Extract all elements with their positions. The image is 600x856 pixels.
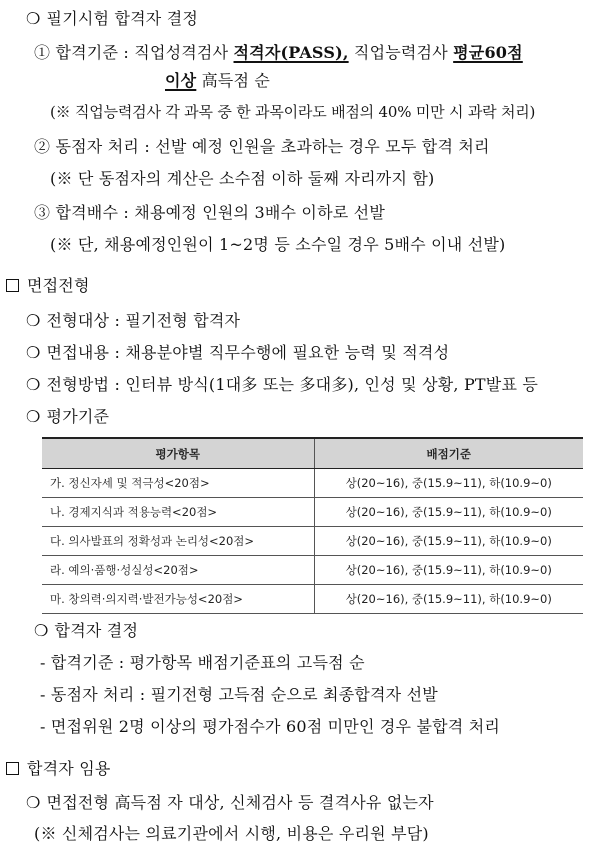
- interview-bullet: ❍ 면접내용 : 채용분야별 직무수행에 필요한 능력 및 적격성: [26, 343, 450, 362]
- circle-bullet-icon: ❍: [26, 793, 41, 812]
- written-tie-rule: ② 동점자 처리 : 선발 예정 인원을 초과하는 경우 모두 합격 처리: [34, 137, 490, 156]
- table-header-row: [42, 438, 583, 469]
- interview-decision-heading: ❍ 합격자 결정: [34, 621, 139, 640]
- table-cell-item: 다. 의사발표의 정확성과 논리성<20점>: [42, 527, 314, 556]
- table-cell-score: 상(20~16), 중(15.9~11), 하(10.9~0): [314, 469, 583, 498]
- table-cell-score: 상(20~16), 중(15.9~11), 하(10.9~0): [314, 527, 583, 556]
- table-cell-item: 가. 정신자세 및 적극성<20점>: [42, 469, 314, 498]
- interview-bullet: ❍ 평가기준: [26, 407, 110, 426]
- square-bullet-icon: [6, 279, 19, 292]
- table-cell-item: 라. 예의·품행·성실성<20점>: [42, 556, 314, 585]
- written-criteria-cont: 이상 高득점 순: [165, 71, 271, 90]
- table-header-cell: 평가항목: [42, 438, 314, 469]
- table-row: [42, 556, 583, 585]
- written-heading: ❍ 필기시험 합격자 결정: [26, 9, 199, 28]
- table-row: [42, 498, 583, 527]
- decision-item: - 합격기준 : 평가항목 배점기준표의 고득점 순: [40, 653, 365, 672]
- written-note-1: (※ 직업능력검사 각 과목 중 한 과목이라도 배점의 40% 미만 시 과락 처리): [50, 103, 536, 121]
- table-cell-item: 마. 창의력·의지력·발전가능성<20점>: [42, 585, 314, 614]
- circle-bullet-icon: ❍: [34, 621, 49, 640]
- table-cell-item: 나. 경제지식과 적용능력<20점>: [42, 498, 314, 527]
- average-emphasis: 평균60점: [453, 43, 523, 62]
- table-row: [42, 469, 583, 498]
- decision-item: - 동점자 처리 : 필기전형 고득점 순으로 최종합격자 선발: [40, 685, 438, 704]
- circle-bullet-icon: ❍: [26, 343, 41, 362]
- pass-emphasis: 적격자(PASS),: [233, 43, 349, 62]
- written-multiple: ③ 합격배수 : 채용예정 인원의 3배수 이하로 선발: [34, 203, 385, 222]
- written-note-3: (※ 단, 채용예정인원이 1~2명 등 소수일 경우 5배수 이내 선발): [50, 235, 506, 254]
- circle-bullet-icon: ❍: [26, 9, 41, 28]
- written-criteria: ① 합격기준 : 직업성격검사 적격자(PASS), 직업능력검사 평균60점: [34, 43, 523, 62]
- square-bullet-icon: [6, 762, 19, 775]
- appointment-bullet: ❍ 면접전형 高득점 자 대상, 신체검사 등 결격사유 없는자: [26, 793, 434, 812]
- appointment-section-title: 합격자 임용: [6, 758, 111, 780]
- table-row: [42, 585, 583, 614]
- circle-bullet-icon: ❍: [26, 407, 41, 426]
- appointment-note: (※ 신체검사는 의료기관에서 시행, 비용은 우리원 부담): [34, 824, 429, 843]
- table-header-cell: 배점기준: [314, 438, 583, 469]
- table-row: [42, 527, 583, 556]
- table-cell-score: 상(20~16), 중(15.9~11), 하(10.9~0): [314, 556, 583, 585]
- interview-bullet: ❍ 전형대상 : 필기전형 합격자: [26, 311, 241, 330]
- table-cell-score: 상(20~16), 중(15.9~11), 하(10.9~0): [314, 585, 583, 614]
- evaluation-table: [42, 437, 583, 614]
- circle-bullet-icon: ❍: [26, 311, 41, 330]
- circle-bullet-icon: ❍: [26, 375, 41, 394]
- interview-bullet: ❍ 전형방법 : 인터뷰 방식(1대多 또는 多대多), 인성 및 상황, PT발표 등: [26, 375, 539, 394]
- interview-section-title: 면접전형: [6, 275, 90, 297]
- table-cell-score: 상(20~16), 중(15.9~11), 하(10.9~0): [314, 498, 583, 527]
- written-note-2: (※ 단 동점자의 계산은 소수점 이하 둘째 자리까지 함): [50, 169, 435, 188]
- decision-item: - 면접위원 2명 이상의 평가점수가 60점 미만인 경우 불합격 처리: [40, 717, 501, 736]
